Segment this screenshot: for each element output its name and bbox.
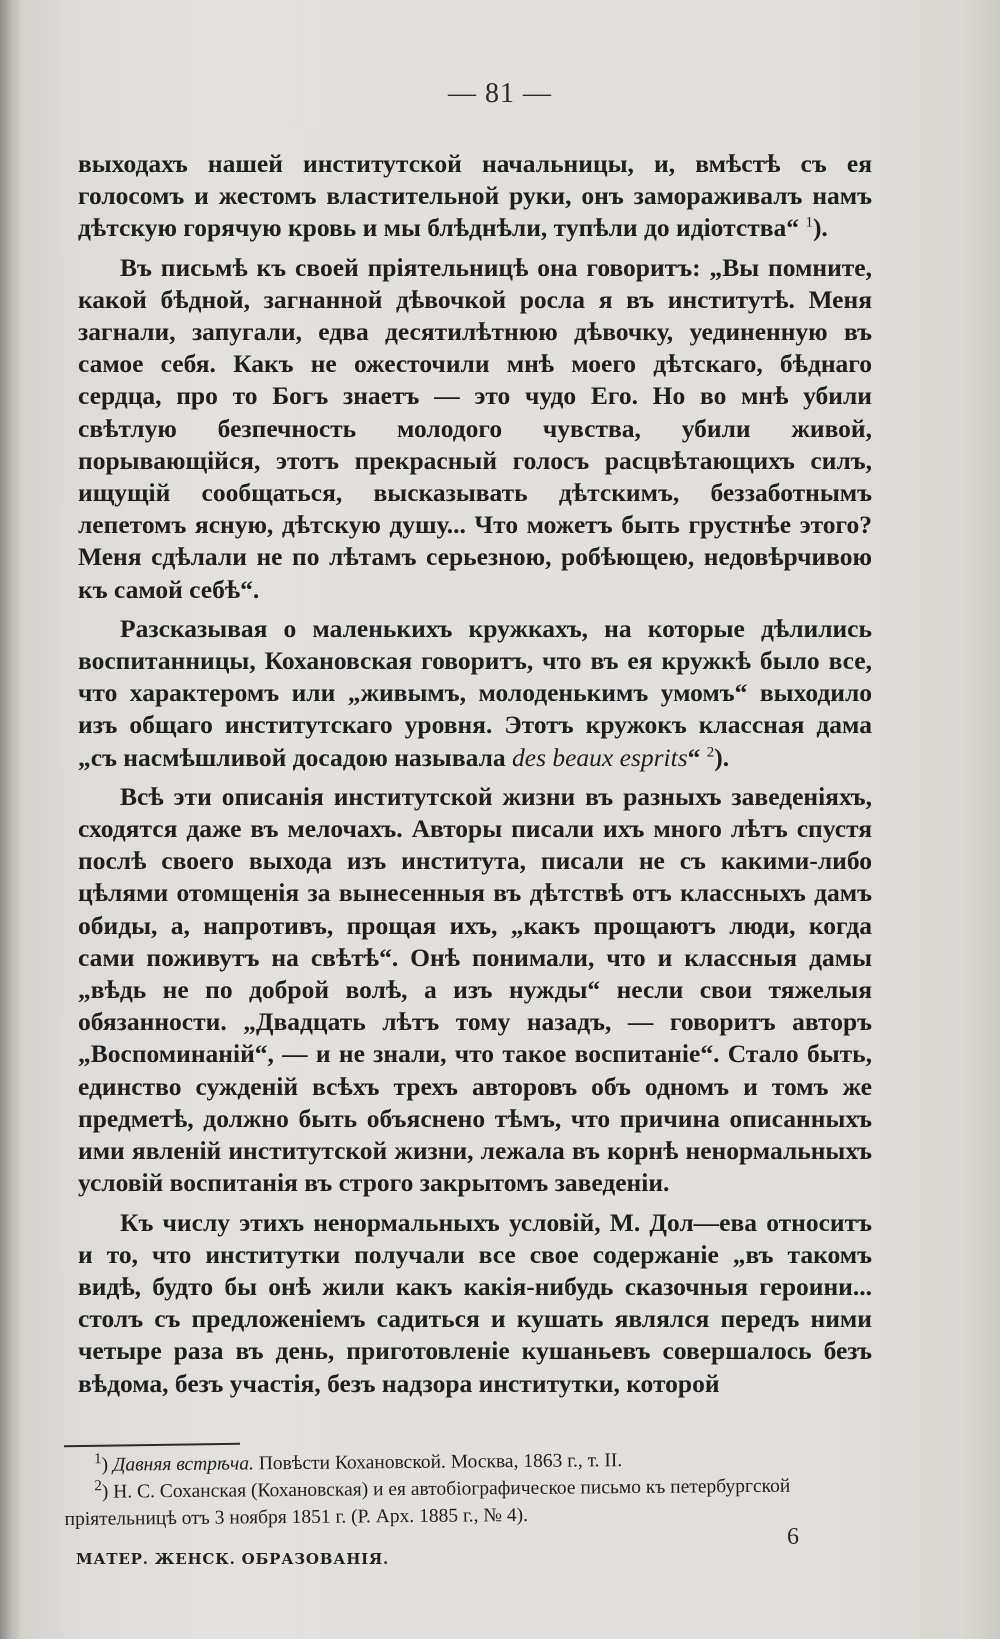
footnote-divider [64,1443,240,1447]
paragraph-4-text: Всѣ эти описанія институтской жизни въ разныхъ заведеніяхъ, сходятся даже въ мелочахъ. Авторы писали ихъ много лѣтъ спустя послѣ своего выхода изъ института, писали не съ какими-либо цѣлями отомщенія за вынесенныя въ дѣтствѣ отъ классныхъ дамъ обиды, а, напротивъ, прощая ихъ, „какъ прощаютъ люди, когда сами поживутъ на свѣтѣ“. Онѣ понимали, что и классныя дамы „вѣдь не по доброй волѣ, а изъ нужды“ несли свои тяжелыя обязанности. „Двадцать лѣтъ тому назадъ, — говоритъ авторъ „Воспоминаній“, — и не знали, что такое воспитаніе“. Стало быть, единство сужденій всѣхъ трехъ авторовъ объ одномъ и томъ же предметѣ, должно быть объяснено тѣмъ, что причина описанныхъ ими явленій институтской жизни, лежала въ корнѣ ненормальныхъ условій воспитанія въ строго закрытомъ заведеніи. [78,781,872,1198]
paragraph-1 [78,148,872,245]
italic-phrase: des beaux esprits [512,742,688,772]
paragraph-3 [78,613,872,774]
footnote-mark-1: 1 [805,214,813,231]
footnote-1-mark: 1 [93,1451,102,1468]
paragraph-5 [78,1207,872,1400]
footnote-2-mark: 2 [94,1478,102,1495]
footnote-1-title: Давняя встрѣча. [112,1453,255,1476]
footnote-2-text: Н. С. Соханская (Кохановская) и ея автобіографическое письмо къ петербургской пріятельницѣ отъ 3 ноября 1851 г. (Р. Арх. 1885 г., № 4). [64,1475,791,1530]
page-number: — 81 — [448,78,552,109]
paragraph-1-text: выходахъ нашей институтской начальницы, и, вмѣстѣ съ ея голосомъ и жестомъ властительной руки, онъ замораживалъ намъ дѣтскую горячую кровь и мы блѣднѣли, тупѣли до идіотства“ [78,149,872,243]
paragraph-3-quote-close: “ [687,742,707,772]
paragraph-3-after-note: ). [714,742,730,772]
paragraph-3-text: Разсказывая о маленькихъ кружкахъ, на которые дѣлились воспитанницы, Кохановская говоритъ, что въ ея кружкѣ было все, что характеромъ или „живымъ, молоденькимъ умомъ“ выходило изъ общаго институтскаго уровня. Этотъ кружокъ классная дама „съ насмѣшливой досадою называла [78,613,872,772]
footnote-1: $^1$) Давняя встрѣча. Повѣсти Кохановской. Москва, 1863 г., т. II. [93,1450,623,1476]
paragraph-2-text: Въ письмѣ къ своей пріятельницѣ она говоритъ: „Вы помните, какой бѣдной, загнанной дѣвочкой росла я въ институтѣ. Меня загнали, запугали, едва десятилѣтнюю дѣвочку, уединенную въ самое себя. Какъ не ожесточили мнѣ моего дѣтскаго, бѣднаго сердца, про то Богъ знаетъ — это чудо Его. Но во мнѣ убили свѣтлую безпечность молодого чувства, убили живой, порывающійся, этотъ прекрасный голосъ расцвѣтающихъ силъ, ищущій сообщаться, высказывать дѣтскимъ, беззаботнымъ лепетомъ ясную, дѣтскую душу... Что можетъ быть грустнѣе этого? Меня сдѣлали не по лѣтамъ серьезною, робѣющею, недовѣрчивою къ самой себѣ“. [78,252,872,604]
page-gutter-shadow [0,0,22,1639]
footnote-mark-2: 2 [706,744,715,761]
footnotes [64,1445,875,1533]
footnote-2: $^2$) Н. С. Соханская (Кохановская) и ея автобіографическое письмо къ петербургской пріятельницѣ отъ 3 ноября 1851 г. (Р. Арх. 1885 г., № 4). [64,1475,791,1530]
sheet-number: 6 [787,1524,799,1550]
paragraph-4 [78,781,872,1200]
paragraph-1-after-note: ). [812,213,828,243]
paragraph-5-text: Къ числу этихъ ненормальныхъ условій, М. Дол—ева относитъ и то, что институтки получали все свое содержаніе „въ такомъ видѣ, будто бы онѣ жили какъ какія-нибудь сказочныя героини... столъ съ предложеніемъ садиться и кушать являлся передъ ними четыре раза въ день, приготовленіе кушаньевъ совершалось безъ вѣдома, безъ участія, безъ надзора институтки, которой [78,1207,872,1398]
main-text [78,148,872,1407]
paragraph-2 [78,252,872,606]
footnote-1-text: Повѣсти Кохановской. Москва, 1863 г., т. II. [253,1450,623,1475]
page-edge-shadow [964,0,1000,1639]
bottom-signature: МАТЕР. ЖЕНСК. ОБРАЗОВАНІЯ. [76,1550,390,1568]
